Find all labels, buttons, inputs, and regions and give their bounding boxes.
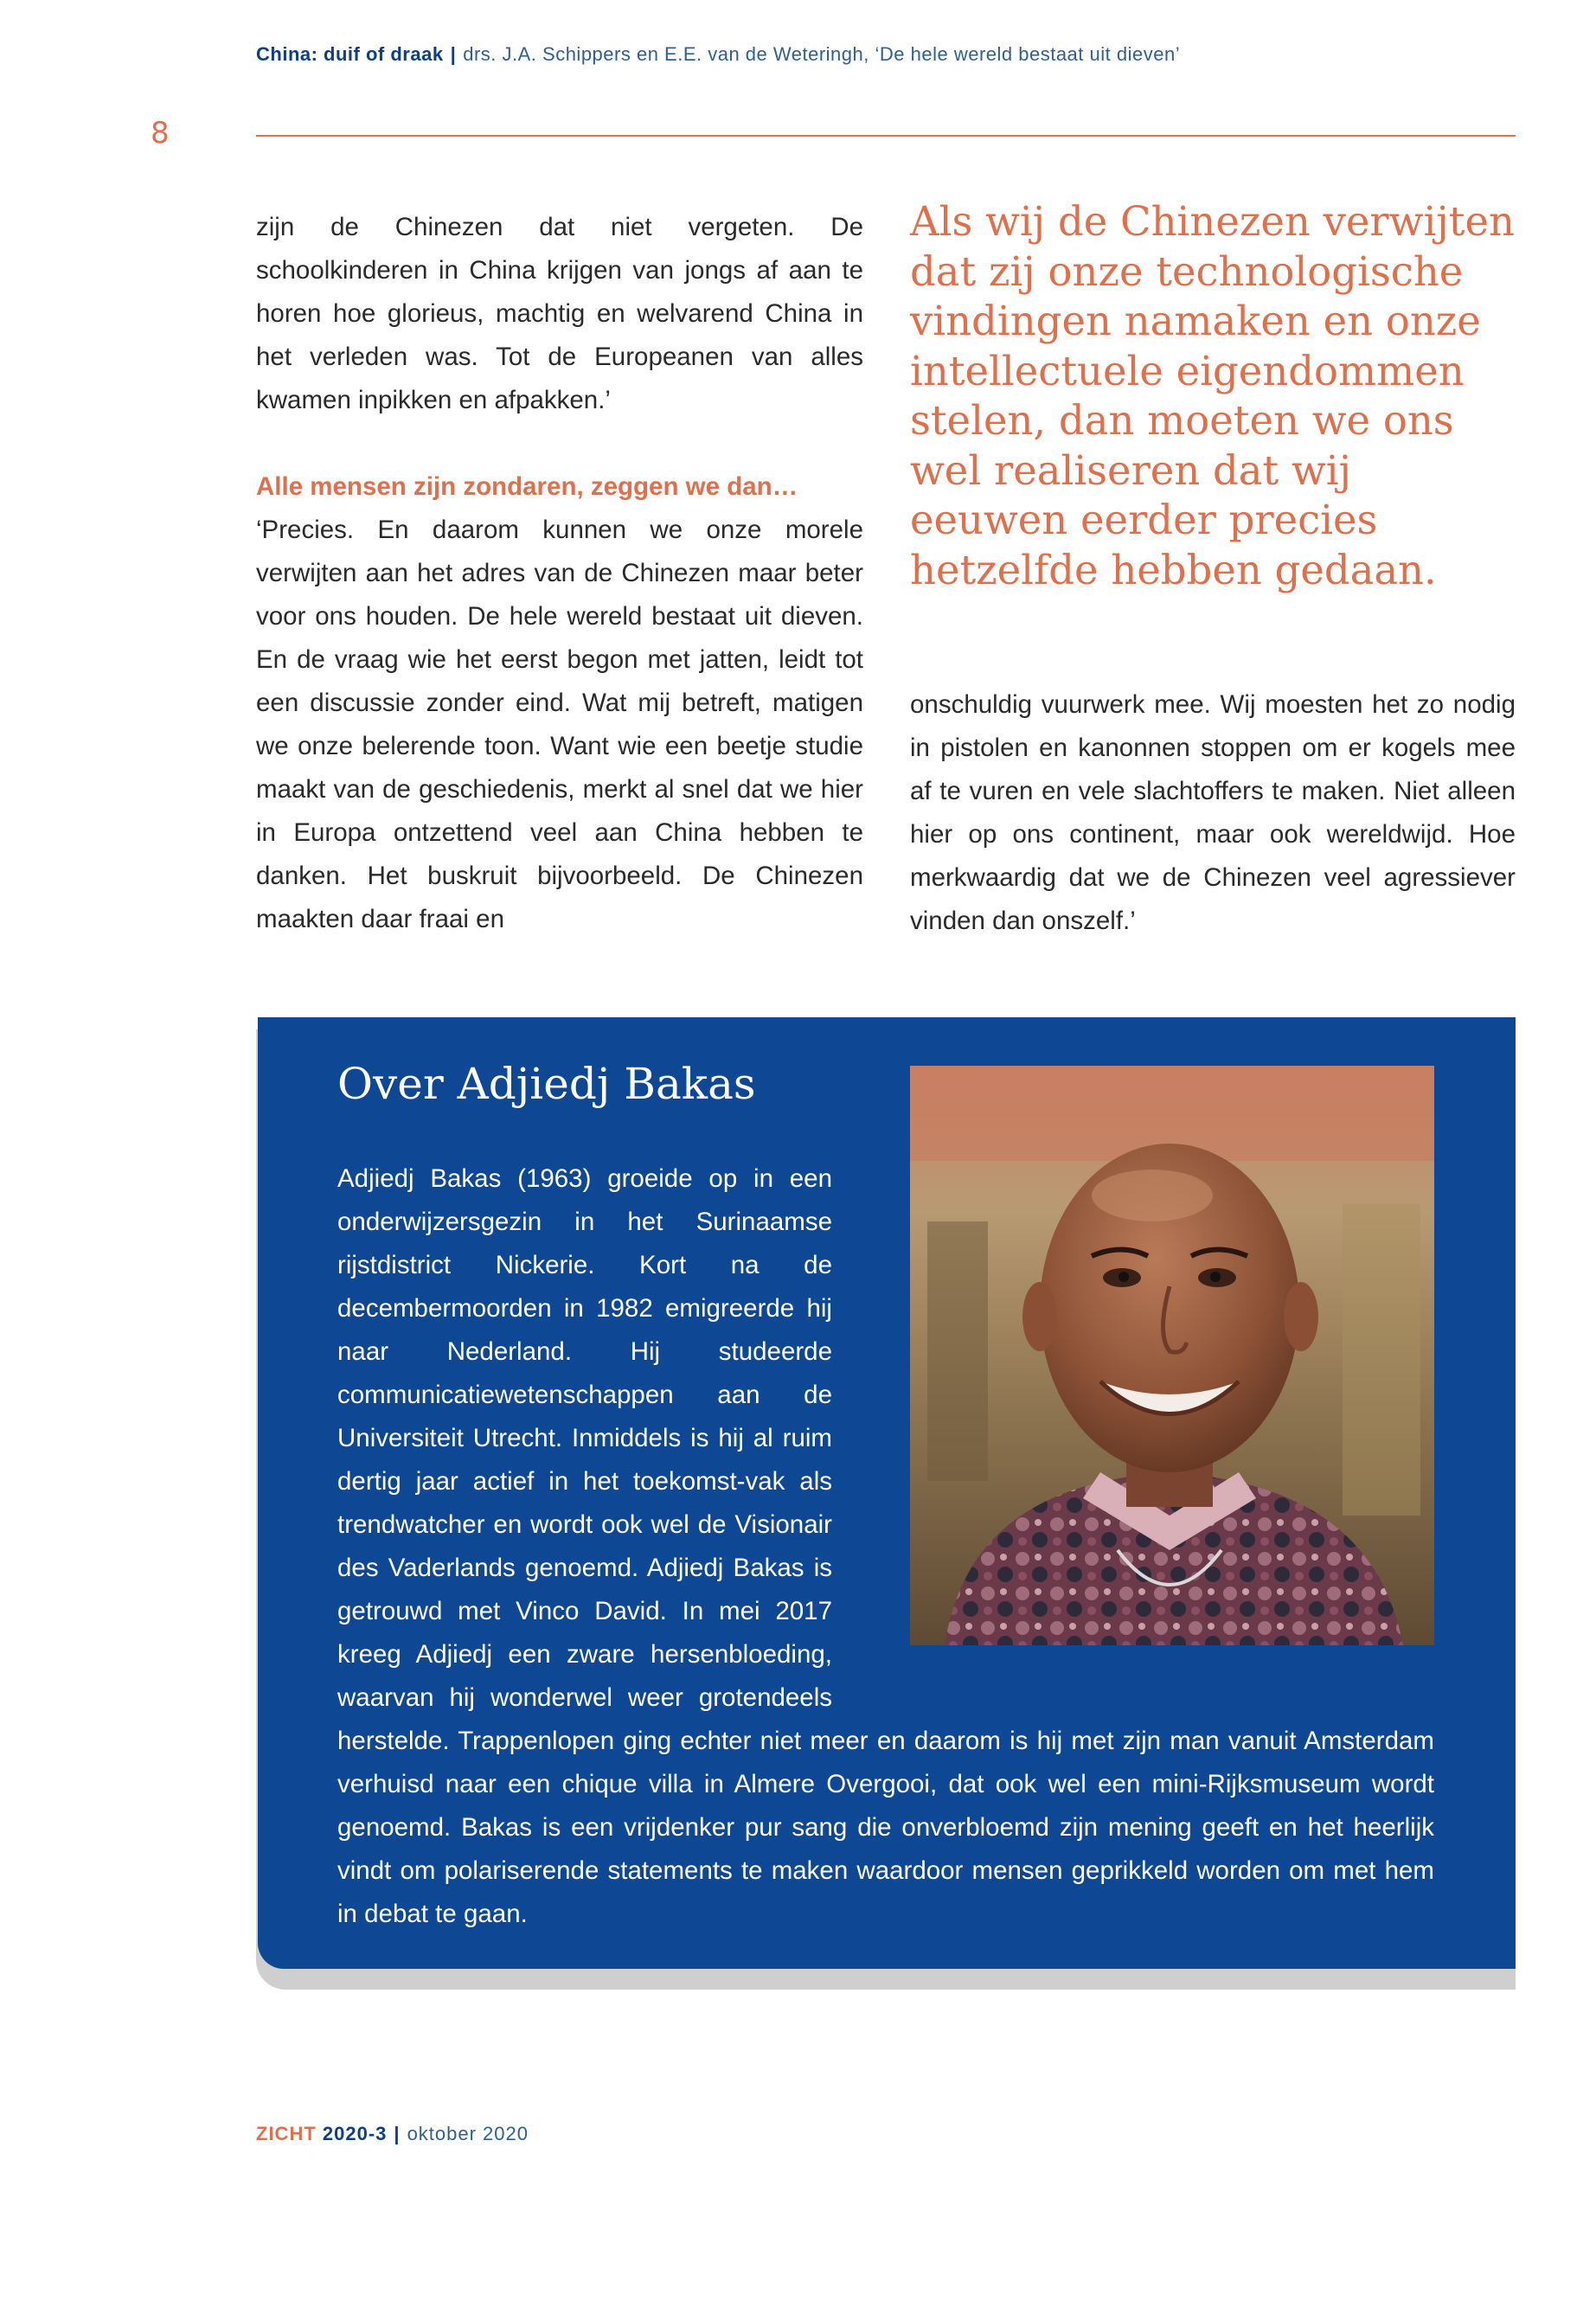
about-box-bio bbox=[337, 1157, 1434, 1936]
header-rule bbox=[256, 135, 1516, 137]
right-column bbox=[910, 683, 1516, 943]
paragraph-gap bbox=[256, 422, 863, 465]
left-paragraph-1: zijn de Chinezen dat niet vergeten. De schoolkinderen in China krijgen van jongs af aan te horen hoe glorieus, machtig en welvarend China in het verleden was. Tot de Europeanen van alles kwamen inpikken en afpakken.’ bbox=[256, 213, 863, 414]
pull-quote: Als wij de Chinezen verwijten dat zij onze technologische vindingen namaken en onze intellectuele eigendommen stelen, dan moeten we ons wel realiseren dat wij eeuwen eerder precies hetzelfde hebben gedaan. bbox=[910, 198, 1515, 593]
page-number: 8 bbox=[151, 116, 170, 151]
left-paragraph-2: ‘Precies. En daarom kunnen we onze morele verwijten aan het adres van de Chinezen maar beter voor ons houden. De hele wereld bestaat uit dieven. En de vraag wie het eerst begon met jatten, leidt tot een discussie zonder eind. Wat mij betreft, matigen we onze belerende toon. Want wie een beetje studie maakt van de geschiedenis, merkt al snel dat we hier in Europa ontzettend veel aan China hebben te danken. Het buskruit bijvoorbeeld. De Chinezen maakten daar fraai en bbox=[256, 516, 863, 933]
left-column bbox=[256, 206, 863, 941]
running-head bbox=[256, 43, 1180, 66]
running-head-publication: China: duif of draak bbox=[256, 43, 444, 65]
photo-wrap-spacer bbox=[832, 1157, 1434, 1713]
interview-question: Alle mensen zijn zondaren, zeggen we dan… bbox=[256, 472, 798, 501]
running-head-article: drs. J.A. Schippers en E.E. van de Weteringh, ‘De hele wereld bestaat uit dieven’ bbox=[463, 43, 1181, 65]
running-head-separator: | bbox=[450, 43, 457, 65]
bio-text: Adjiedj Bakas (1963) groeide op in een onderwijzersgezin in het Surinaamse rijstdistrict Nickerie. Kort na de decembermoorden in 1982 emigreerde hij naar Nederland. Hij studeerde communicatiewetenschappen aan de Universiteit Utrecht. Inmiddels is hij al ruim dertig jaar actief in het toekomst-vak als trendwatcher en wordt ook wel de Visionair des Vaderlands genoemd. Adjiedj Bakas is getrouwd met Vinco David. In mei 2017 kreeg Adjiedj een zware hersenbloeding, waarvan hij wonderwel weer grotendeels herstelde. Trappenlopen ging echter niet meer en daarom is hij met zijn man vanuit Amsterdam verhuisd naar een chique villa in Almere Overgooi, dat ook wel een mini-Rijksmuseum wordt genoemd. Bakas is een vrijdenker pur sang die onverbloemd zijn mening geeft en het heerlijk vindt om polariserende statements te maken waardoor mensen geprikkeld worden om met hem in debat te gaan. bbox=[337, 1164, 1434, 1928]
footer-separator: | bbox=[394, 2123, 401, 2144]
footer-magazine: ZICHT bbox=[256, 2123, 317, 2144]
right-paragraph: onschuldig vuurwerk mee. Wij moesten het zo nodig in pistolen en kanonnen stoppen om er kogels mee af te vuren en vele slachtoffers te maken. Niet alleen hier op ons continent, maar ook wereldwijd. Hoe merkwaardig dat we de Chinezen veel agressiever vinden dan onszelf.’ bbox=[910, 690, 1516, 935]
about-box-title: Over Adjiedj Bakas bbox=[337, 1059, 756, 1109]
footer bbox=[256, 2123, 529, 2145]
about-box bbox=[258, 1017, 1516, 1969]
footer-date: oktober 2020 bbox=[407, 2123, 529, 2144]
footer-issue: 2020-3 bbox=[322, 2123, 388, 2144]
